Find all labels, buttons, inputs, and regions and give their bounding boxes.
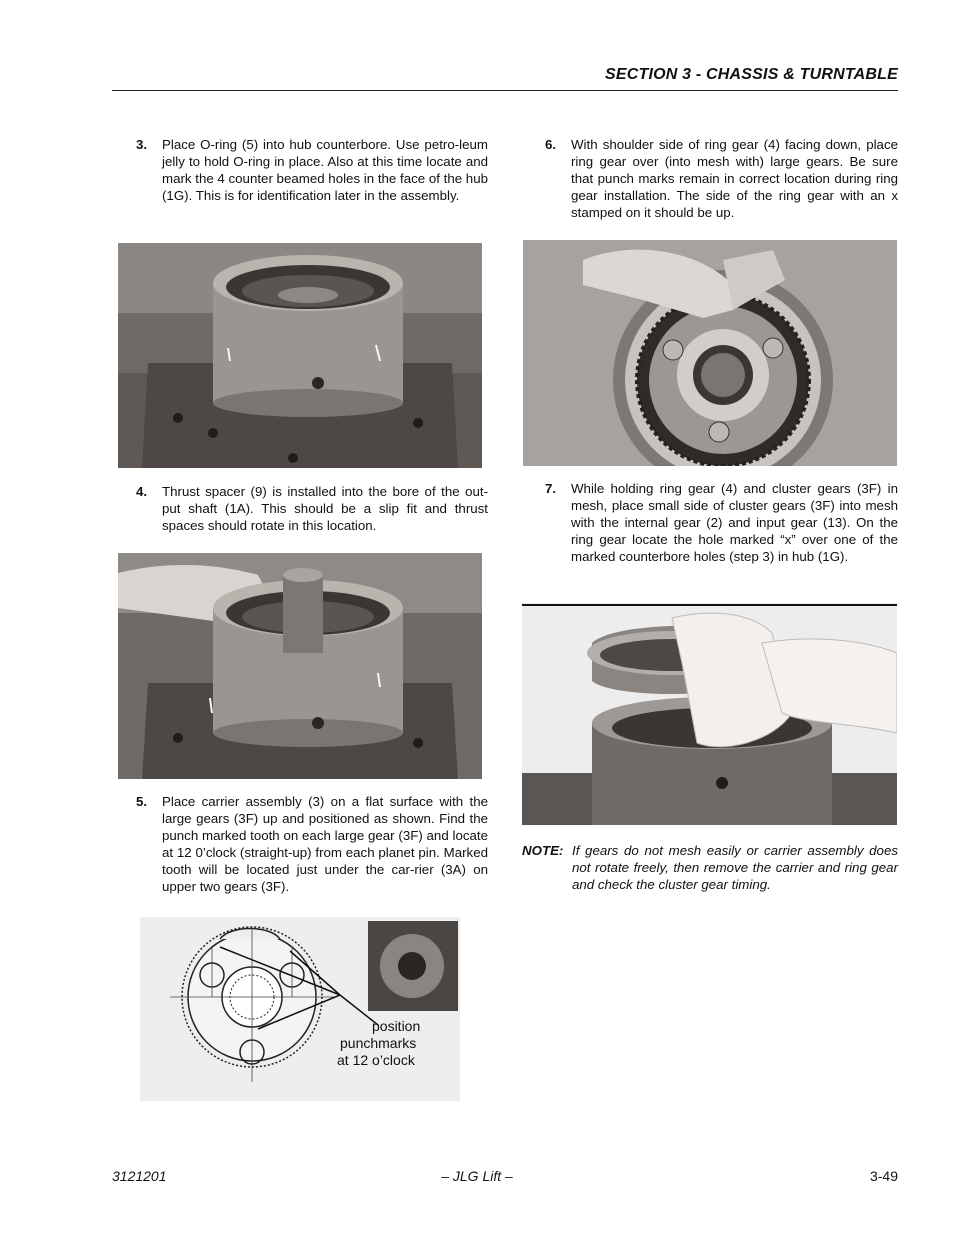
note-text: If gears do not mesh easily or carrier assembly does not rotate freely, then remove the carrier and ring gear and check the cluster gear timing. <box>572 843 898 892</box>
diagram-label-line-1: position <box>372 1018 421 1034</box>
note-label: NOTE: <box>522 843 564 858</box>
step-number: 7. <box>545 481 557 496</box>
step-text: Place carrier assembly (3) on a flat surface with the large gears (3F) up and positioned as shown. Find the punch marked tooth on each large gear (3F) and locate at 12 0’clock (straight-up) from each planet pin. Marked tooth will be located just under the car-rier (3A) on upper two gears (3F). <box>162 794 488 894</box>
section-title: SECTION 3 - CHASSIS & TURNTABLE <box>604 66 898 83</box>
note-block <box>522 842 898 893</box>
step-5 <box>136 793 488 895</box>
page-header <box>112 64 898 91</box>
step-7 <box>545 480 898 565</box>
diagram-label-line-3: at 12 o’clock <box>337 1052 415 1068</box>
footer-doc-number: 3121201 <box>112 1168 167 1184</box>
step-6 <box>545 136 898 221</box>
footer-brand: – JLG Lift – <box>441 1168 513 1184</box>
step-number: 5. <box>136 794 148 809</box>
step-text: Thrust spacer (9) is installed into the bore of the out-put shaft (1A). This should be a slip fit and thrust spaces should rotate in this location. <box>162 484 488 533</box>
hub-oring-photo <box>118 243 482 468</box>
step-text: Place O-ring (5) into hub counterbore. Use petro-leum jelly to hold O-ring in place. Also at this time locate and mark the 4 counter beamed holes in the face of the hub (1G). This is for identification later in the assembly. <box>162 137 488 203</box>
ring-gear-photo <box>523 240 897 466</box>
cluster-gear-photo <box>522 603 897 825</box>
footer-page-number: 3-49 <box>869 1168 898 1184</box>
step-3 <box>136 136 488 204</box>
step-text: With shoulder side of ring gear (4) facing down, place ring gear over (into mesh with) large gears. Be sure that punch marks remain in correct location during ring gear installation. The side of the ring gear with an x stamped on it should be up. <box>571 137 898 220</box>
step-number: 4. <box>136 484 148 499</box>
step-number: 3. <box>136 137 148 152</box>
step-number: 6. <box>545 137 557 152</box>
step-text: While holding ring gear (4) and cluster gears (3F) in mesh, place small side of cluster gears (3F) into mesh with the internal gear (2) and input gear (13). On the ring gear locate the hole marked “x” over one of the marked counterbore holes (step 3) in hub (1G). <box>571 481 898 564</box>
diagram-label-line-2: punchmarks <box>340 1035 417 1051</box>
thrust-spacer-photo <box>118 553 482 779</box>
carrier-timing-diagram <box>140 917 460 1101</box>
step-4 <box>136 483 488 534</box>
